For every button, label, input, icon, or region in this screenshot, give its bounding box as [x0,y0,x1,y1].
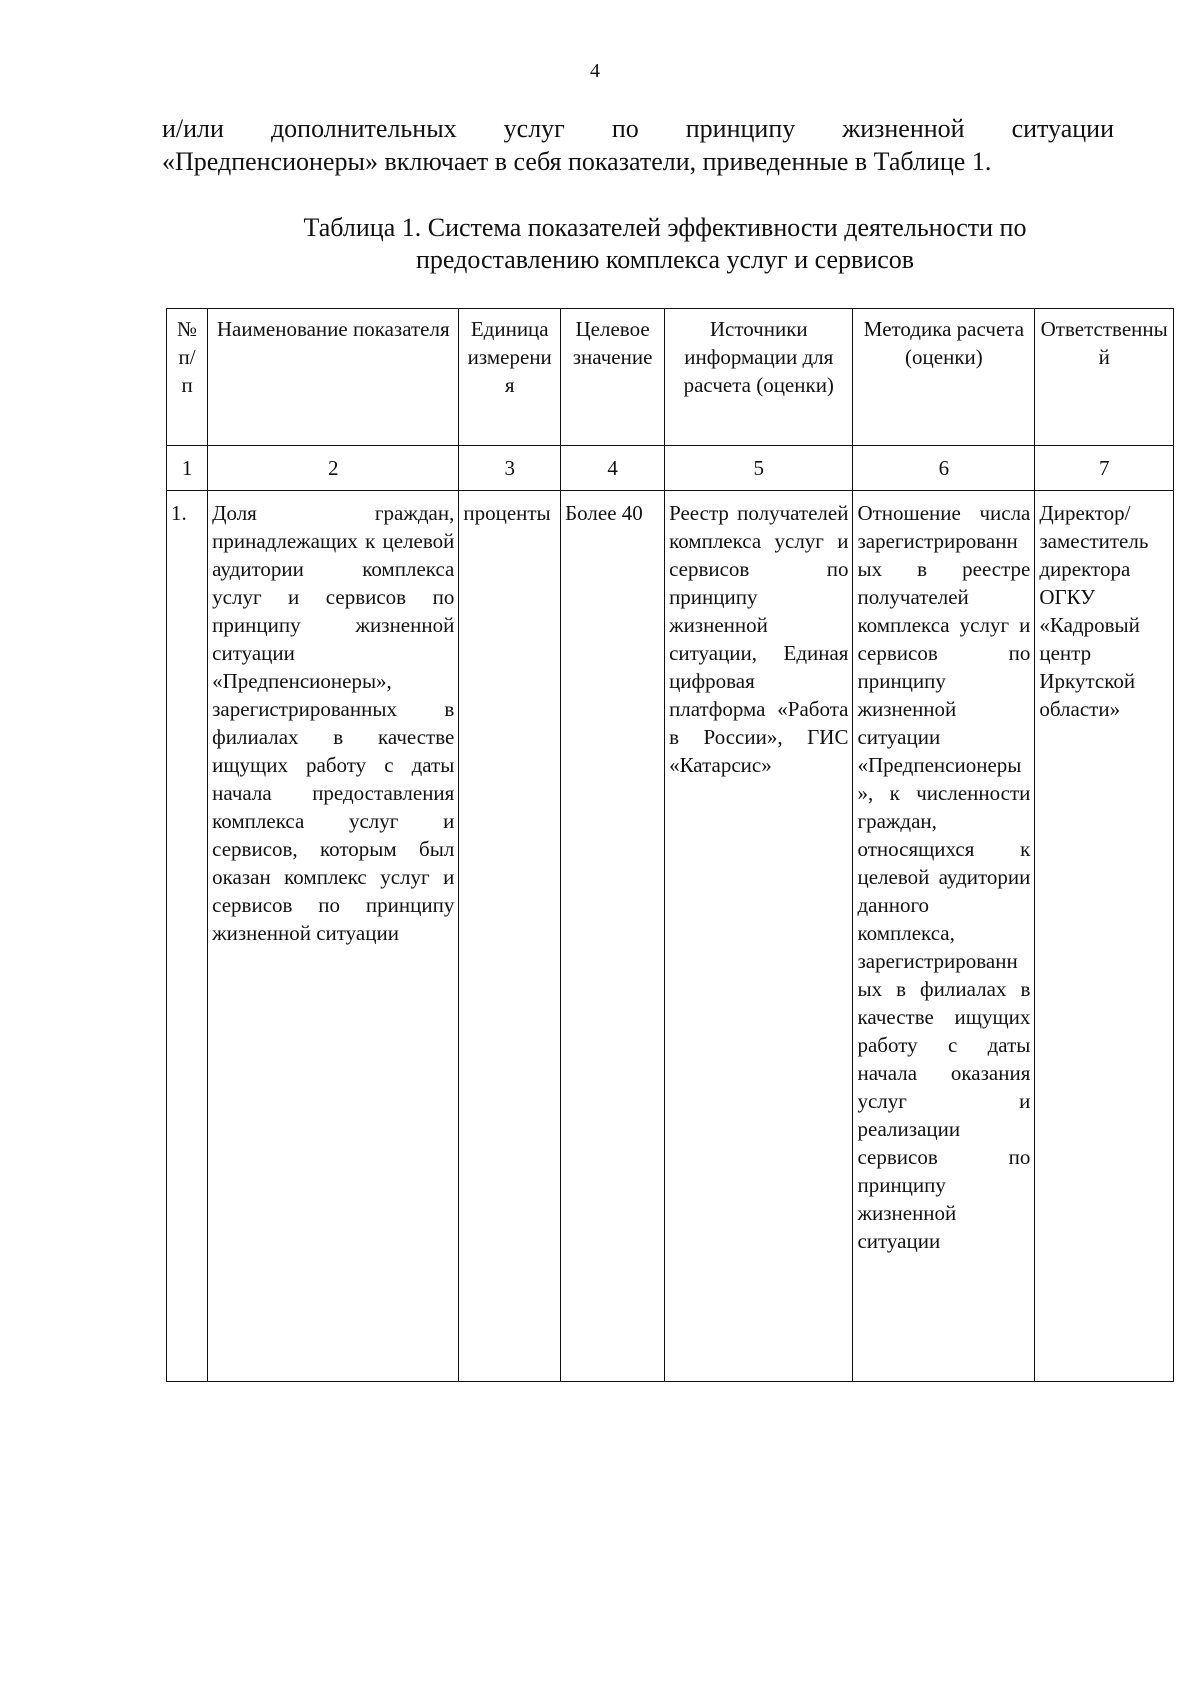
table-column-numbers-row [167,446,1174,491]
header-cell-method: Методика расчета (оценки) [853,309,1035,446]
header-cell-target: Целевое значение [561,309,665,446]
target-value-cell: Более 40 [561,491,665,1382]
header-cell-sources: Источники информации для расчета (оценки) [665,309,853,446]
indicators-table [166,308,1174,1382]
header-cell-name: Наименование показателя [208,309,459,446]
column-number-cell: 4 [561,446,665,491]
column-number-cell: 7 [1035,446,1174,491]
column-number-cell: 5 [665,446,853,491]
column-number-cell: 1 [167,446,208,491]
table-row [167,491,1174,1382]
table-caption-line-2: предоставлению комплекса услуг и сервисов [415,245,915,274]
table-header-row [167,309,1174,446]
unit-cell: проценты [459,491,561,1382]
intro-paragraph [162,112,1114,178]
header-cell-responsible: Ответственный [1035,309,1174,446]
table-caption-line-1: Таблица 1. Система показателей эффективности деятельности по [303,213,1027,242]
page-number: 4 [590,60,600,82]
indicator-name-cell: Доля граждан, принадлежащих к целевой аудитории комплекса услуг и сервисов по принципу жизненной ситуации «Предпенсионеры», зарегистрированных в филиалах в качестве ищущих работу с даты начала предоставления комплекса услуг и сервисов, которым был оказан комплекс услуг и сервисов по принципу жизненной ситуации [208,491,459,1382]
column-number-cell: 2 [208,446,459,491]
table-caption [200,212,1130,276]
responsible-cell: Директор/ заместитель директора ОГКУ «Кадровый центр Иркутской области» [1035,491,1174,1382]
column-number-cell: 6 [853,446,1035,491]
header-cell-num: № п/ п [167,309,208,446]
intro-line-1: и/или дополнительных услуг по принципу жизненной ситуации [162,114,1114,143]
row-number-cell: 1. [167,491,208,1382]
sources-cell: Реестр получателей комплекса услуг и сервисов по принципу жизненной ситуации, Единая цифровая платформа «Работа в России», ГИС «Катарсис» [665,491,853,1382]
column-number-cell: 3 [459,446,561,491]
intro-line-2: «Предпенсионеры» включает в себя показатели, приведенные в Таблице 1. [162,147,992,176]
header-cell-unit: Единица измерения [459,309,561,446]
method-cell: Отношение числа зарегистрированных в реестре получателей комплекса услуг и сервисов по принципу жизненной ситуации «Предпенсионеры», к численности граждан, относящихся к целевой аудитории данного комплекса, зарегистрированных в филиалах в качестве ищущих работу с даты начала оказания услуг и реализации сервисов по принципу жизненной ситуации [853,491,1035,1382]
